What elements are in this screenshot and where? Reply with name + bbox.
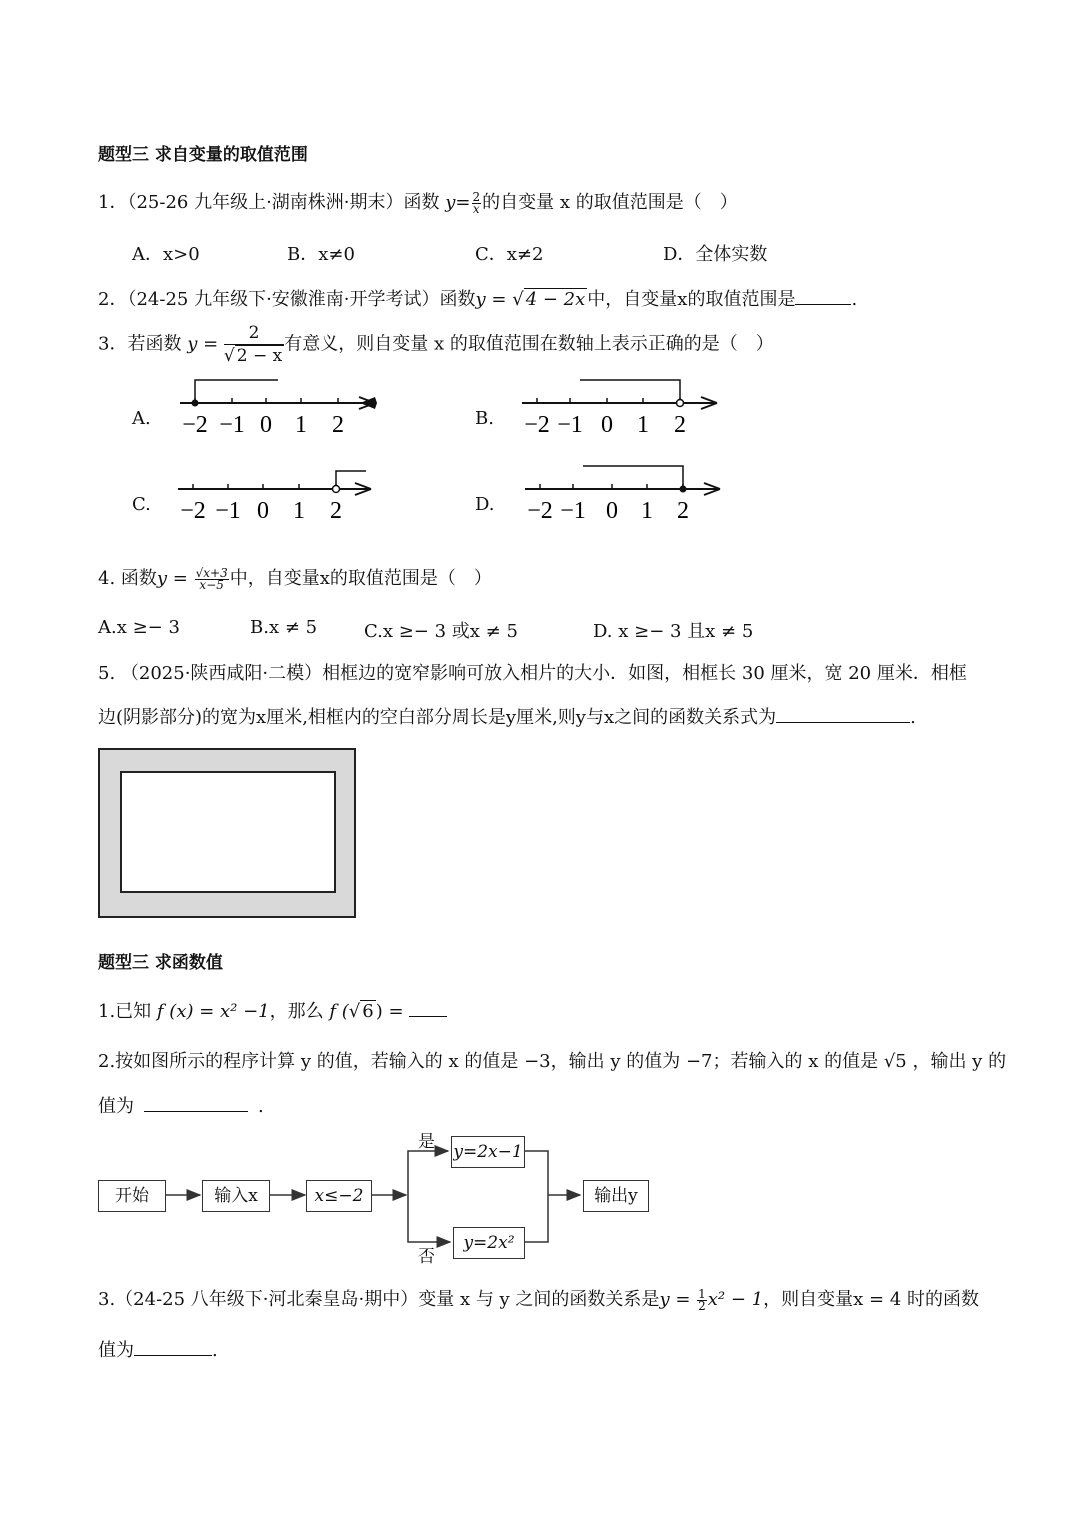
tick-label: −2 xyxy=(182,412,208,438)
s2-q3-line2: 值为 . xyxy=(98,1340,218,1361)
tick-label: −1 xyxy=(219,412,245,438)
q3-option-d-label[interactable]: D. xyxy=(475,494,495,515)
s2-q2-line2: 值为 . xyxy=(98,1096,264,1117)
sqrt-sign: √ xyxy=(512,289,524,310)
number-line-a[interactable] xyxy=(170,370,390,440)
q4-fraction: $\frac{√x+3}{x-5}$ xyxy=(195,565,228,592)
flow-no-label: 否 xyxy=(418,1247,435,1267)
q3-option-a-label[interactable]: A. xyxy=(132,408,151,429)
q4-option-b[interactable]: B.x ≠ 5 xyxy=(250,617,318,638)
tick-label: 0 xyxy=(257,498,269,524)
q5-line1: 5. （2025·陕西咸阳·二模）相框边的宽窄影响可放入相片的大小．如图，相框长 30 厘米，宽 20 厘米．相框 xyxy=(98,663,967,684)
q4-option-c[interactable]: C.x ≥− 3 或x ≠ 5 xyxy=(364,621,518,642)
s2-q2-line1: 2.按如图所示的程序计算 y 的值，若输入的 x 的值是 −3，输出 y 的值为 −7；若输入的 x 的值是 √5 ，输出 y 的 xyxy=(98,1051,1007,1072)
q4-stem: 4. 函数y = $\frac{√x+3}{x-5}$ 中，自变量x的取值范围是（ ） xyxy=(98,565,492,592)
answer-blank[interactable] xyxy=(795,304,851,305)
q3-stem: 3．若函数 y = $\frac{2}{√ 2 - x}$ 有意义，则自变量 x 的取值范围在数轴上表示正确的是（ ） xyxy=(98,323,774,366)
tick-label: 2 xyxy=(677,498,689,524)
q3-option-b-label[interactable]: B. xyxy=(475,408,494,429)
q4-option-d[interactable]: D. x ≥− 3 且x ≠ 5 xyxy=(593,621,754,642)
flowchart-connectors xyxy=(96,1125,656,1265)
number-line-b[interactable] xyxy=(512,370,732,440)
q1-option-a[interactable]: A．x>0 xyxy=(132,244,200,265)
tick-label: −1 xyxy=(557,412,583,438)
q1-option-d[interactable]: D．全体实数 xyxy=(663,244,768,265)
s2-q3-fraction: $\frac{1}{2}$ xyxy=(698,1286,706,1313)
tick-label: 1 xyxy=(293,498,305,524)
tick-label: −1 xyxy=(560,498,586,524)
q1-option-c[interactable]: C．x≠2 xyxy=(475,244,544,265)
section2-heading: 题型三 求函数值 xyxy=(98,953,223,973)
s2-q1-stem: 1.已知 f (x) = x² −1，那么 f (√ 6 ) = xyxy=(98,997,447,1023)
tick-label: 0 xyxy=(601,412,613,438)
number-line-d[interactable] xyxy=(515,456,735,526)
frame-inner-blank xyxy=(120,771,336,893)
q3-fraction: $\frac{2}{√ 2 - x}$ xyxy=(223,323,283,366)
flow-condition: x≤−2 xyxy=(306,1180,372,1212)
flow-output: 输出y xyxy=(583,1180,649,1212)
answer-blank[interactable] xyxy=(776,722,910,723)
answer-blank[interactable] xyxy=(144,1111,248,1112)
flow-input: 输入x xyxy=(202,1180,270,1212)
tick-label: 1 xyxy=(637,412,649,438)
tick-label: 2 xyxy=(674,412,686,438)
q4-option-a[interactable]: A.x ≥− 3 xyxy=(98,617,180,638)
tick-label: 0 xyxy=(606,498,618,524)
flow-yes-label: 是 xyxy=(418,1132,435,1152)
flow-yes-formula: y=2x−1 xyxy=(451,1136,525,1168)
tick-label: 1 xyxy=(641,498,653,524)
tick-label: 2 xyxy=(330,498,342,524)
photo-frame-figure xyxy=(98,748,356,918)
q1-stem: 1．（25-26 九年级上·湖南株洲·期末）函数 y= $\frac{2}{x}$ 的自变量 x 的取值范围是（ ） xyxy=(98,189,738,216)
q1-fraction: $\frac{2}{x}$ xyxy=(472,189,481,216)
answer-blank[interactable] xyxy=(134,1355,212,1356)
tick-label: −2 xyxy=(180,498,206,524)
q5-line2: 边(阴影部分)的宽为x厘米,相框内的空白部分周长是y厘米,则y与x之间的函数关系式为 . xyxy=(98,707,916,728)
flow-no-formula: y=2x² xyxy=(453,1227,525,1259)
flow-start: 开始 xyxy=(98,1180,166,1212)
q3-option-c-label[interactable]: C. xyxy=(132,494,151,515)
q1-option-b[interactable]: B．x≠0 xyxy=(287,244,355,265)
q2-stem: 2．（24-25 九年级下·安徽淮南·开学考试）函数y = √ 4 − 2x 中，自变量x的取值范围是 . xyxy=(98,289,858,310)
tick-label: −2 xyxy=(527,498,553,524)
tick-label: 2 xyxy=(332,412,344,438)
number-line-c[interactable] xyxy=(168,456,388,526)
section1-heading: 题型三 求自变量的取值范围 xyxy=(98,145,308,165)
tick-label: −1 xyxy=(215,498,241,524)
tick-label: 0 xyxy=(260,412,272,438)
answer-blank[interactable] xyxy=(409,1016,447,1017)
tick-label: −2 xyxy=(524,412,550,438)
tick-label: 1 xyxy=(295,412,307,438)
s2-q3-stem: 3.（24-25 八年级下·河北秦皇岛·期中）变量 x 与 y 之间的函数关系是y = $\frac{1}{2}$ x² − 1，则自变量x = 4 时的函数 xyxy=(98,1286,979,1313)
